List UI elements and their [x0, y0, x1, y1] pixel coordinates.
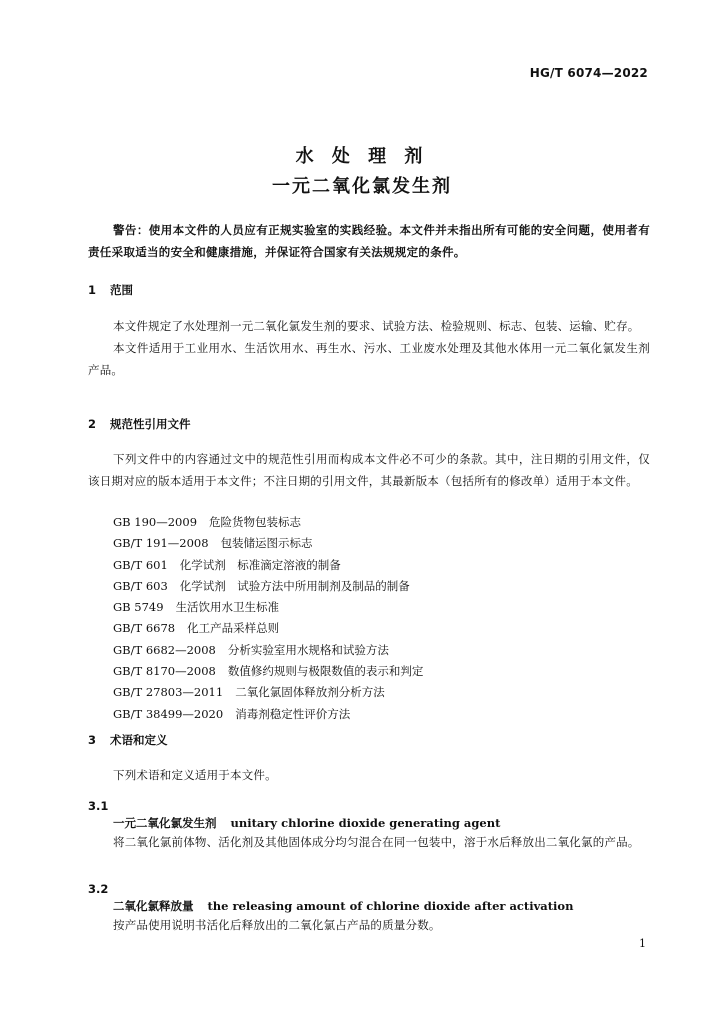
- section-3-heading: [88, 732, 168, 748]
- reference-item: [113, 704, 423, 725]
- term-english: unitary chlorine dioxide generating agent: [230, 816, 501, 830]
- term-english: the releasing amount of chlorine dioxide after activation: [207, 899, 574, 913]
- reference-code: GB/T 603: [113, 578, 168, 593]
- reference-code: GB/T 6678: [113, 621, 176, 636]
- paragraph: 本文件适用于工业用水、生活饮用水、再生水、污水、工业废水处理及其他水体用一元二氧化氯发生剂产品。: [88, 341, 650, 377]
- reference-title: 分析实验室用水规格和试验方法: [227, 642, 389, 657]
- term-heading: [113, 815, 500, 831]
- document-title-main: 水 处 理 剂: [295, 146, 429, 167]
- warning-notice: 警告：使用本文件的人员应有正规实验室的实践经验。本文件并未指出所有可能的安全问题，使用者有责任采取适当的安全和健康措施，并保证符合国家有关法规规定的条件。: [88, 223, 650, 259]
- paragraph: 下列术语和定义适用于本文件。: [113, 768, 277, 782]
- section-title: 术语和定义: [110, 733, 168, 747]
- section-3-intro: [88, 764, 650, 786]
- standard-code: HG/T 6074—2022: [529, 66, 648, 80]
- term-heading: [113, 898, 573, 914]
- reference-title: 二氧化氯固体释放剂分析方法: [235, 685, 385, 700]
- reference-title: 消毒剂稳定性评价方法: [235, 706, 351, 721]
- section-title: 规范性引用文件: [110, 417, 191, 431]
- term-number: 3.2: [88, 882, 109, 896]
- reference-code: GB/T 38499—2020: [113, 706, 224, 721]
- paragraph: 将二氧化氯前体物、活化剂及其他固体成分均匀混合在同一包装中，溶于水后释放出二氧化氯的产品。: [113, 835, 640, 849]
- term-number: 3.1: [88, 799, 109, 813]
- document-title-sub: 一元二氧化氯发生剂: [272, 176, 452, 197]
- section-number: 3: [88, 733, 97, 747]
- reference-item: [113, 640, 423, 661]
- reference-code: GB/T 8170—2008: [113, 664, 216, 679]
- reference-title: 包装储运图示标志: [220, 536, 313, 551]
- section-2-intro: [88, 448, 650, 492]
- reference-title: 化学试剂 标准滴定溶液的制备: [179, 557, 341, 572]
- reference-item: [113, 555, 423, 576]
- section-2-heading: [88, 416, 191, 432]
- paragraph: 按产品使用说明书活化后释放出的二氧化氯占产品的质量分数。: [113, 918, 441, 932]
- reference-item: [113, 576, 423, 597]
- reference-code: GB 5749: [113, 600, 164, 615]
- reference-code: GB/T 27803—2011: [113, 685, 224, 700]
- term-chinese: 一元二氧化氯发生剂: [113, 816, 217, 830]
- normative-references-list: [113, 512, 423, 725]
- term-chinese: 二氧化氯释放量: [113, 899, 194, 913]
- reference-item: [113, 533, 423, 554]
- section-number: 1: [88, 283, 97, 297]
- reference-title: 生活饮用水卫生标准: [175, 600, 280, 615]
- page-number: 1: [639, 937, 646, 950]
- reference-title: 数值修约规则与极限数值的表示和判定: [227, 664, 424, 679]
- section-1-body: [88, 315, 650, 381]
- reference-code: GB/T 601: [113, 557, 168, 572]
- paragraph: 本文件规定了水处理剂一元二氧化氯发生剂的要求、试验方法、检验规则、标志、包装、运输、贮存。: [113, 319, 640, 333]
- reference-item: [113, 618, 423, 639]
- reference-code: GB 190—2009: [113, 515, 198, 529]
- section-1-heading: [88, 282, 133, 298]
- reference-item: [113, 661, 423, 682]
- reference-item: [113, 512, 423, 533]
- reference-title: 危险货物包装标志: [209, 515, 302, 529]
- reference-title: 化学试剂 试验方法中所用制剂及制品的制备: [179, 578, 410, 593]
- section-title: 范围: [110, 283, 133, 297]
- term-definition: [88, 914, 650, 936]
- reference-title: 化工产品采样总则: [187, 621, 280, 636]
- paragraph: 下列文件中的内容通过文中的规范性引用而构成本文件必不可少的条款。其中，注日期的引用文件，仅该日期对应的版本适用于本文件；不注日期的引用文件，其最新版本（包括所有的修改单）适用于本文件。: [88, 452, 650, 488]
- reference-code: GB/T 6682—2008: [113, 642, 216, 657]
- reference-item: [113, 682, 423, 703]
- term-definition: [88, 831, 650, 853]
- reference-item: [113, 597, 423, 618]
- reference-code: GB/T 191—2008: [113, 536, 209, 551]
- section-number: 2: [88, 417, 97, 431]
